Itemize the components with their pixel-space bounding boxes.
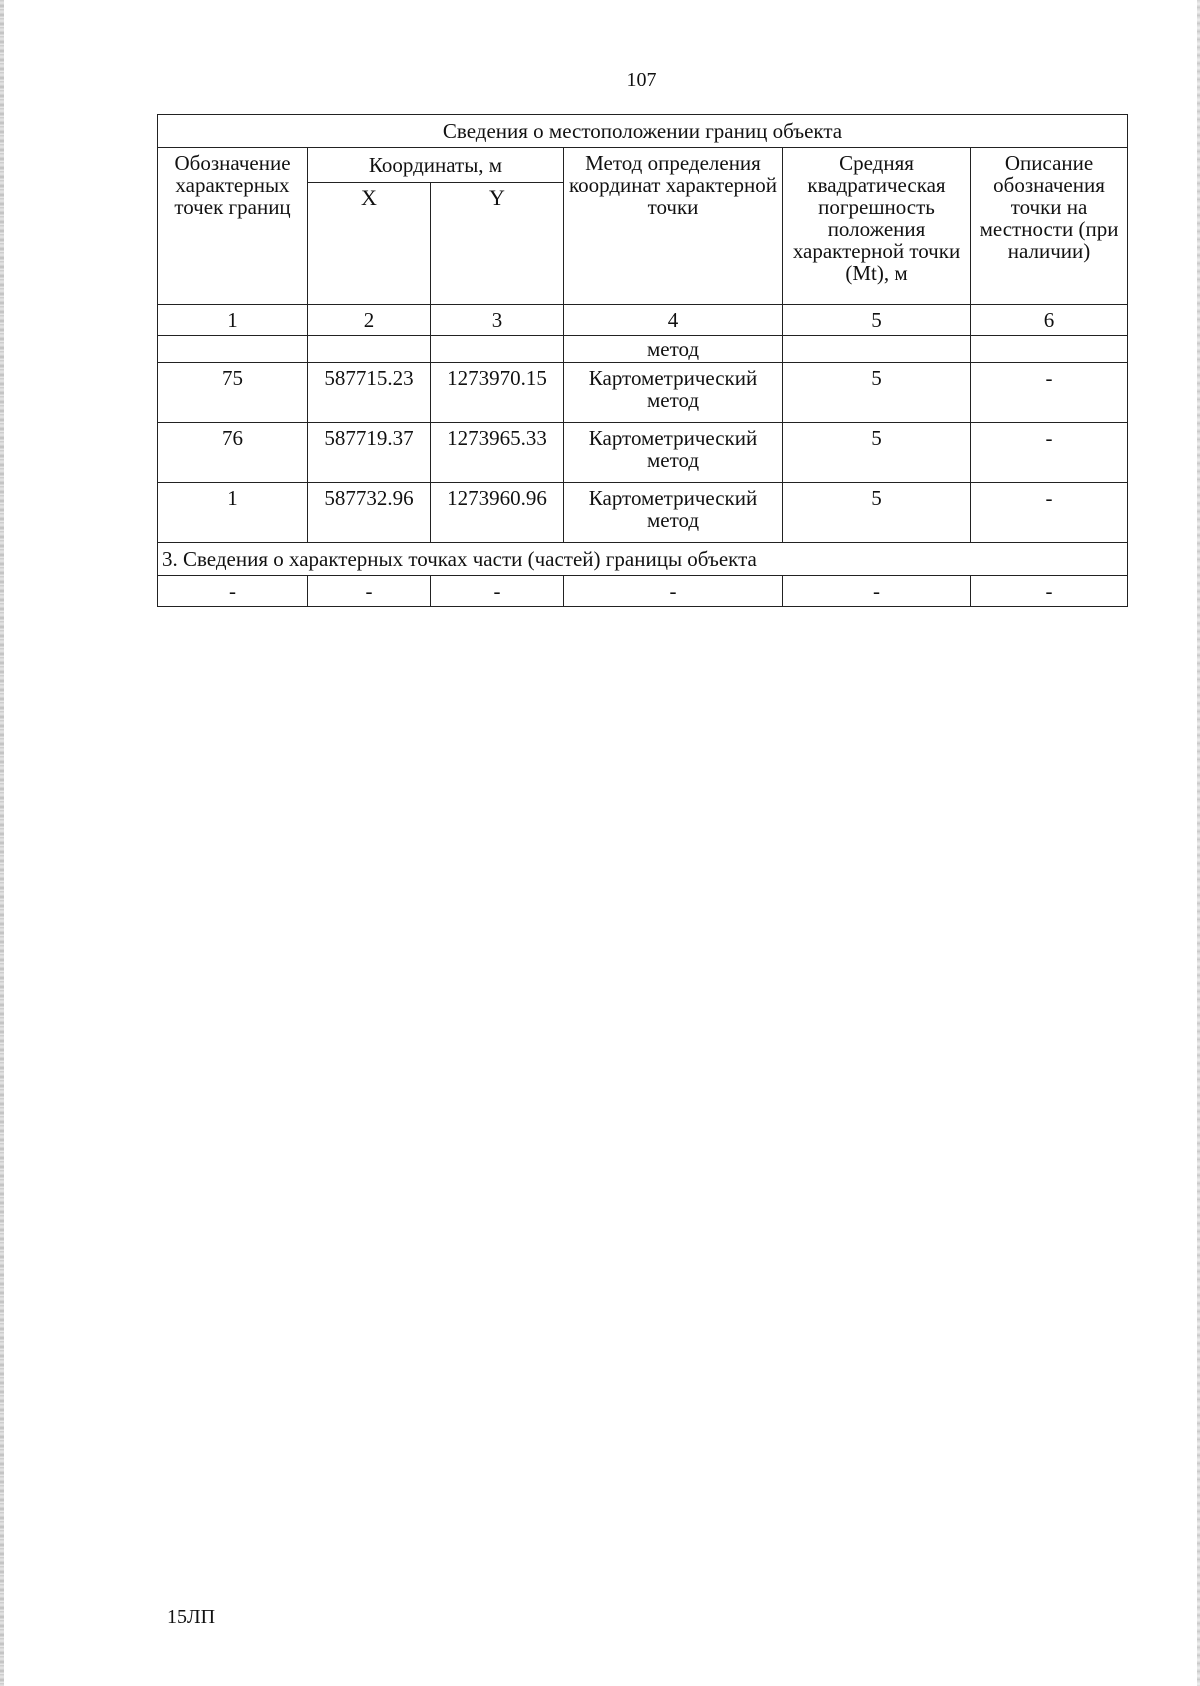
- footer-code: 15ЛП: [167, 1606, 216, 1628]
- x-cell: 587715.23: [308, 363, 431, 423]
- header-row-1: [158, 148, 1128, 183]
- continuation-cell: [431, 336, 564, 363]
- header-error: Средняя квадратическая погрешность положения характерной точки (Mt), м: [783, 148, 971, 305]
- section3-cell: -: [158, 576, 308, 607]
- error-cell: 5: [783, 363, 971, 423]
- page-number: 107: [626, 69, 657, 91]
- continuation-cell: [783, 336, 971, 363]
- header-coordinates: Координаты, м: [308, 148, 564, 183]
- continuation-row: [158, 336, 1128, 363]
- table-row: [158, 363, 1128, 423]
- section3-row: [158, 576, 1128, 607]
- column-number: 2: [308, 305, 431, 336]
- method-cell: Картометрический метод: [564, 363, 783, 423]
- section3-cell: -: [308, 576, 431, 607]
- section3-cell: -: [431, 576, 564, 607]
- description-cell: -: [971, 483, 1128, 543]
- table-title-row: [158, 115, 1128, 148]
- header-description: Описание обозначения точки на местности (при наличии): [971, 148, 1128, 305]
- continuation-cell: метод: [564, 336, 783, 363]
- point-cell: 75: [158, 363, 308, 423]
- section3-cell: -: [564, 576, 783, 607]
- continuation-cell: [158, 336, 308, 363]
- description-cell: -: [971, 363, 1128, 423]
- section3-cell: -: [971, 576, 1128, 607]
- header-method: Метод определения координат характерной точки: [564, 148, 783, 305]
- column-number-row: [158, 305, 1128, 336]
- column-number: 1: [158, 305, 308, 336]
- scan-edge-left: [0, 0, 4, 1686]
- x-cell: 587732.96: [308, 483, 431, 543]
- column-number: 3: [431, 305, 564, 336]
- section3-title: 3. Сведения о характерных точках части (частей) границы объекта: [158, 543, 1128, 576]
- point-cell: 1: [158, 483, 308, 543]
- error-cell: 5: [783, 423, 971, 483]
- continuation-cell: [308, 336, 431, 363]
- y-cell: 1273965.33: [431, 423, 564, 483]
- table-row: [158, 423, 1128, 483]
- y-cell: 1273970.15: [431, 363, 564, 423]
- y-cell: 1273960.96: [431, 483, 564, 543]
- x-cell: 587719.37: [308, 423, 431, 483]
- method-cell: Картометрический метод: [564, 483, 783, 543]
- table-row: [158, 483, 1128, 543]
- column-number: 5: [783, 305, 971, 336]
- section3-title-row: [158, 543, 1128, 576]
- point-cell: 76: [158, 423, 308, 483]
- header-x: X: [308, 183, 431, 305]
- boundary-location-table: [157, 114, 1128, 607]
- header-y: Y: [431, 183, 564, 305]
- column-number: 6: [971, 305, 1128, 336]
- section3-cell: -: [783, 576, 971, 607]
- continuation-cell: [971, 336, 1128, 363]
- method-cell: Картометрический метод: [564, 423, 783, 483]
- column-number: 4: [564, 305, 783, 336]
- table-title: Сведения о местоположении границ объекта: [158, 115, 1128, 148]
- header-designation: Обозначение характерных точек границ: [158, 148, 308, 305]
- description-cell: -: [971, 423, 1128, 483]
- error-cell: 5: [783, 483, 971, 543]
